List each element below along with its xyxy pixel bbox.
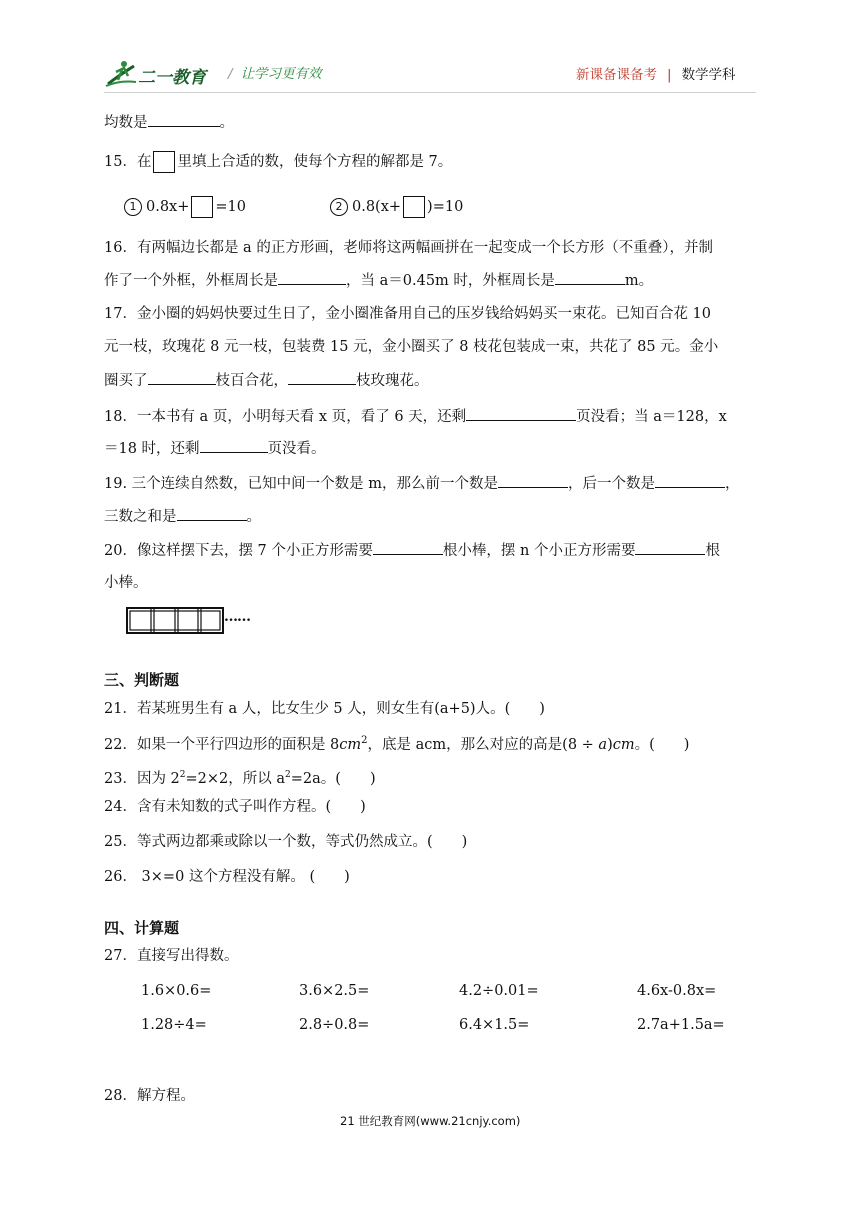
header-logo xyxy=(104,58,214,88)
q20-text-c: 根 xyxy=(705,543,720,559)
q23-text-a: 23．因为 2 xyxy=(104,770,180,787)
q22-text-d: 。( ) xyxy=(634,736,690,753)
q22-text-c: ) xyxy=(607,736,613,753)
header-rule xyxy=(104,92,756,93)
q17-line2: 元一枝，玫瑰花 8 元一枝，包装费 15 元，金小圈买了 8 枝花包装成一束，共花了 85 元。金小 xyxy=(104,339,719,355)
q19-text-b: ，后一个数是 xyxy=(568,476,656,492)
q28: 28．解方程。 xyxy=(104,1088,195,1104)
q20-text-a: 20．像这样摆下去，摆 7 个小正方形需要 xyxy=(104,543,373,559)
q19-text-e: 。 xyxy=(246,509,261,525)
q18-text-c: ＝18 时，还剩 xyxy=(104,441,200,457)
answer-blank[interactable] xyxy=(148,112,220,127)
answer-blank[interactable] xyxy=(635,540,705,555)
calc-cell: 1.28÷4= xyxy=(141,1017,207,1033)
q16-text-b: ，当 a＝0.45m 时，外框周长是 xyxy=(346,273,555,289)
matchstick-squares-figure xyxy=(126,607,250,639)
slogan-text: 让学习更有效 xyxy=(240,66,322,82)
answer-blank[interactable] xyxy=(555,270,625,285)
q18-text-d: 页没看。 xyxy=(267,441,326,457)
q16-text-c: m。 xyxy=(624,273,654,289)
q23-sup2: 2 xyxy=(285,770,291,780)
q22 xyxy=(104,731,689,755)
q20-text-b: 根小棒，摆 n 个小正方形需要 xyxy=(442,543,636,559)
q14-tail xyxy=(104,112,234,133)
q15 xyxy=(104,151,452,173)
fill-box[interactable] xyxy=(153,151,175,173)
q23-sup1: 2 xyxy=(179,770,186,780)
q15-eq2 xyxy=(330,196,463,218)
q17-text-a: 圈买了 xyxy=(104,373,148,389)
header-separator: | xyxy=(667,67,672,83)
q18-line2 xyxy=(104,438,326,459)
q26: 26． 3×=0 这个方程没有解。 ( ) xyxy=(104,869,350,885)
calc-cell: 2.7a+1.5a= xyxy=(637,1017,725,1033)
q17-line1: 17．金小圈的妈妈快要过生日了，金小圈准备用自己的压岁钱给妈妈买一束花。已知百合花 10 xyxy=(104,306,712,322)
q18-text-a: 18．一本书有 a 页，小明每天看 x 页，看了 6 天，还剩 xyxy=(104,409,467,425)
q17-text-b: 枝百合花， xyxy=(215,373,288,389)
q19-line1 xyxy=(104,473,740,494)
q14-end: 。 xyxy=(219,115,234,131)
answer-blank[interactable] xyxy=(373,540,443,555)
q15-text-a: 15．在 xyxy=(104,154,152,170)
q23 xyxy=(104,765,376,789)
squares-svg xyxy=(126,607,226,635)
q17-text-c: 枝玫瑰花。 xyxy=(356,373,429,389)
header-course: 新课备课备考 xyxy=(576,67,657,83)
section-judgement-title: 三、判断题 xyxy=(104,671,180,689)
calc-cell: 4.6x-0.8x= xyxy=(637,983,717,999)
logo-text: 二一教育 xyxy=(138,68,206,88)
q20-line2: 小棒。 xyxy=(104,575,148,591)
q19-text-c: ， xyxy=(725,476,740,492)
header-right xyxy=(576,63,736,83)
q14-text: 均数是 xyxy=(104,115,148,131)
continuation-dots: …… xyxy=(224,609,250,625)
q22-sup: 2 xyxy=(361,735,368,746)
calc-cell: 6.4×1.5= xyxy=(459,1017,530,1033)
runner-logo-icon xyxy=(104,58,138,88)
circled-number: 2 xyxy=(330,198,348,216)
eq1-text-b: =10 xyxy=(215,199,246,215)
q22-text-b: ，底是 acm，那么对应的高是(8 ÷ xyxy=(367,736,599,753)
eq2-text-a: 0.8(x+ xyxy=(352,199,402,215)
q15-text-b: 里填上合适的数，使每个方程的解都是 7。 xyxy=(177,154,453,170)
calc-cell: 1.6×0.6= xyxy=(141,983,212,999)
q22-unit2: cm xyxy=(612,736,635,753)
calc-cell: 4.2÷0.01= xyxy=(459,983,539,999)
fill-box[interactable] xyxy=(191,196,213,218)
q22-unit: cm xyxy=(339,736,362,753)
answer-blank[interactable] xyxy=(466,406,576,421)
calc-cell: 3.6×2.5= xyxy=(299,983,370,999)
q19-text-d: 三数之和是 xyxy=(104,509,177,525)
q23-text-b: =2×2，所以 a xyxy=(185,770,286,787)
answer-blank[interactable] xyxy=(288,370,356,385)
q27: 27．直接写出得数。 xyxy=(104,948,239,964)
answer-blank[interactable] xyxy=(200,438,268,453)
q22-var: a xyxy=(598,736,608,753)
q20-line1 xyxy=(104,540,720,561)
q19-text-a: 19. 三个连续自然数，已知中间一个数是 m，那么前一个数是 xyxy=(104,476,499,492)
answer-blank[interactable] xyxy=(655,473,725,488)
answer-blank[interactable] xyxy=(177,506,247,521)
q22-text-a: 22．如果一个平行四边形的面积是 8 xyxy=(104,736,340,753)
slash-divider: / xyxy=(228,66,233,82)
q16-line1: 16．有两幅边长都是 a 的正方形画，老师将这两幅画拼在一起变成一个长方形（不重叠），并制 xyxy=(104,240,714,256)
fill-box[interactable] xyxy=(403,196,425,218)
q19-line2 xyxy=(104,506,261,527)
eq1-text-a: 0.8x+ xyxy=(146,199,190,215)
q18-line1 xyxy=(104,406,727,427)
answer-blank[interactable] xyxy=(498,473,568,488)
calc-cell: 2.8÷0.8= xyxy=(299,1017,370,1033)
q17-line3 xyxy=(104,370,429,391)
q16-line2 xyxy=(104,270,653,291)
q21: 21．若某班男生有 a 人，比女生少 5 人，则女生有(a+5)人。( ) xyxy=(104,701,545,717)
q23-text-c: =2a。( ) xyxy=(290,770,376,787)
eq2-text-b: )=10 xyxy=(427,199,464,215)
header-slogan xyxy=(228,62,322,82)
q18-text-b: 页没看；当 a＝128，x xyxy=(576,409,727,425)
header-subject: 数学学科 xyxy=(681,67,736,83)
q15-eq1 xyxy=(124,196,246,218)
answer-blank[interactable] xyxy=(278,270,346,285)
q24: 24．含有未知数的式子叫作方程。( ) xyxy=(104,799,366,815)
section-calc-title: 四、计算题 xyxy=(104,919,180,937)
footer-text: 21 世纪教育网(www.21cnjy.com) xyxy=(340,1114,521,1128)
answer-blank[interactable] xyxy=(148,370,216,385)
circled-number: 1 xyxy=(124,198,142,216)
q25: 25．等式两边都乘或除以一个数，等式仍然成立。( ) xyxy=(104,834,468,850)
q16-text-a: 作了一个外框，外框周长是 xyxy=(104,273,278,289)
